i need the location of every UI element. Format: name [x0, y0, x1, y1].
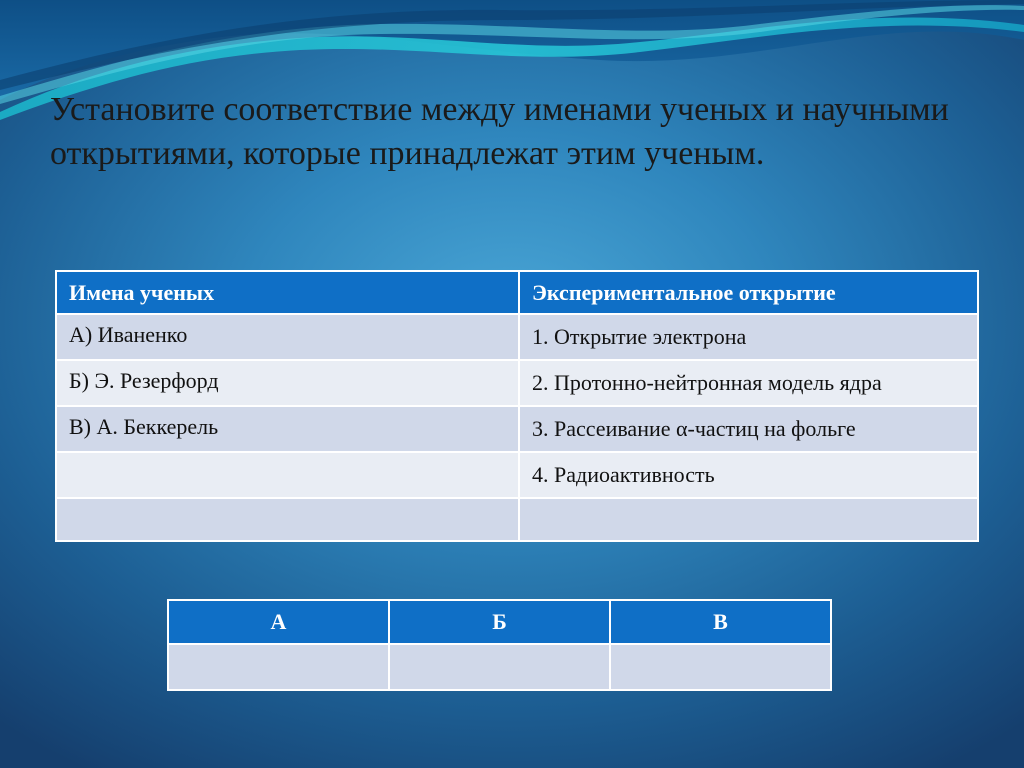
- table-row: [56, 360, 978, 406]
- cell-scientist: В) А. Беккерель: [56, 406, 519, 452]
- slide-title: Установите соответствие между именами ученых и научными открытиями, которые принадлежат этим ученым.: [50, 91, 949, 172]
- table-row: [56, 452, 978, 498]
- answer-cell-b[interactable]: [389, 644, 610, 690]
- header-scientists: Имена ученых: [56, 271, 519, 314]
- table-row: [56, 498, 978, 541]
- cell-discovery: 3. Рассеивание α-частиц на фольге: [519, 406, 978, 452]
- answer-row: [168, 644, 831, 690]
- header-discovery: Экспериментальное открытие: [519, 271, 978, 314]
- cell-discovery: 1. Открытие электрона: [519, 314, 978, 360]
- answer-header-v: В: [610, 600, 831, 644]
- table-row: [56, 406, 978, 452]
- cell-discovery: 2. Протонно-нейтронная модель ядра: [519, 360, 978, 406]
- cell-scientist: Б) Э. Резерфорд: [56, 360, 519, 406]
- cell-discovery: [519, 498, 978, 541]
- table-header-row: [56, 271, 978, 314]
- cell-scientist: [56, 452, 519, 498]
- answer-header-b: Б: [389, 600, 610, 644]
- table-row: [56, 314, 978, 360]
- answer-header-a: А: [168, 600, 389, 644]
- cell-discovery: 4. Радиоактивность: [519, 452, 978, 498]
- answer-cell-a[interactable]: [168, 644, 389, 690]
- answer-header-row: [168, 600, 831, 644]
- answer-table: [167, 599, 832, 691]
- cell-scientist: А) Иваненко: [56, 314, 519, 360]
- cell-scientist: [56, 498, 519, 541]
- answer-cell-v[interactable]: [610, 644, 831, 690]
- matching-table: [55, 270, 979, 542]
